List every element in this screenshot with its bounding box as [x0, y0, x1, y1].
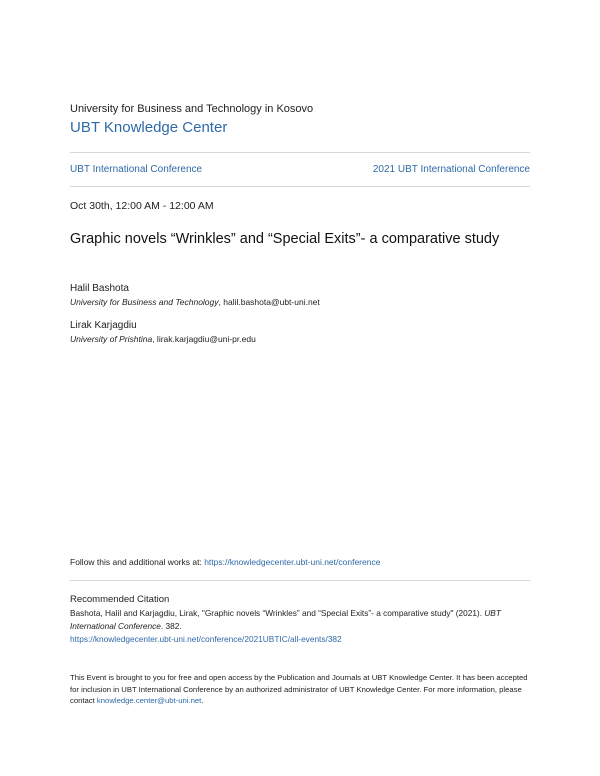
follow-link[interactable]: https://knowledgecenter.ubt-uni.net/conference	[204, 557, 381, 567]
divider	[70, 580, 530, 581]
paper-title: Graphic novels “Wrinkles” and “Special Exits”- a comparative study	[70, 231, 500, 247]
institution-name: University for Business and Technology in Kosovo	[70, 103, 314, 115]
citation-text: Bashota, Halil and Karjagdiu, Lirak, "Graphic novels “Wrinkles” and “Special Exits”- a comparative study" (2021).	[70, 608, 485, 618]
author-affiliation	[70, 297, 320, 307]
citation-heading: Recommended Citation	[70, 594, 170, 605]
follow-text: Follow this and additional works at:	[70, 557, 205, 567]
cover-page	[70, 0, 530, 776]
divider	[70, 152, 530, 153]
author-email: , lirak.karjagdiu@uni-pr.edu	[152, 334, 256, 344]
breadcrumb-year-link[interactable]: 2021 UBT International Conference	[372, 164, 530, 175]
citation-body	[70, 607, 530, 646]
citation-text-end: . 382.	[160, 621, 182, 631]
repository-link[interactable]: UBT Knowledge Center	[70, 119, 228, 136]
breadcrumb	[70, 164, 530, 175]
citation-journal: UBT International Conference	[70, 608, 501, 631]
author-affiliation	[70, 334, 256, 344]
access-notice	[70, 672, 530, 707]
affiliation-institution: University for Business and Technology	[70, 297, 219, 307]
contact-email-link[interactable]: knowledge.center@ubt-uni.net	[96, 696, 202, 705]
event-date: Oct 30th, 12:00 AM - 12:00 AM	[70, 200, 214, 212]
author-name: Halil Bashota	[70, 283, 129, 294]
citation-link[interactable]: https://knowledgecenter.ubt-uni.net/conference/2021UBTIC/all-events/382	[70, 634, 342, 644]
follow-line	[70, 557, 380, 567]
notice-text: This Event is brought to you for free and open access by the Publication and Journals at UBT Knowledge Center. It has been accepted for inclusion in UBT International Conference by an authorized administrator of UBT Knowledge Center. For more information, please contact	[70, 673, 528, 705]
author-email: , halil.bashota@ubt-uni.net	[218, 297, 320, 307]
author-name: Lirak Karjagdiu	[70, 320, 137, 331]
breadcrumb-conference-link[interactable]: UBT International Conference	[70, 164, 203, 175]
divider	[70, 186, 530, 187]
notice-end: .	[201, 696, 204, 705]
affiliation-institution: University of Prishtina	[70, 334, 153, 344]
